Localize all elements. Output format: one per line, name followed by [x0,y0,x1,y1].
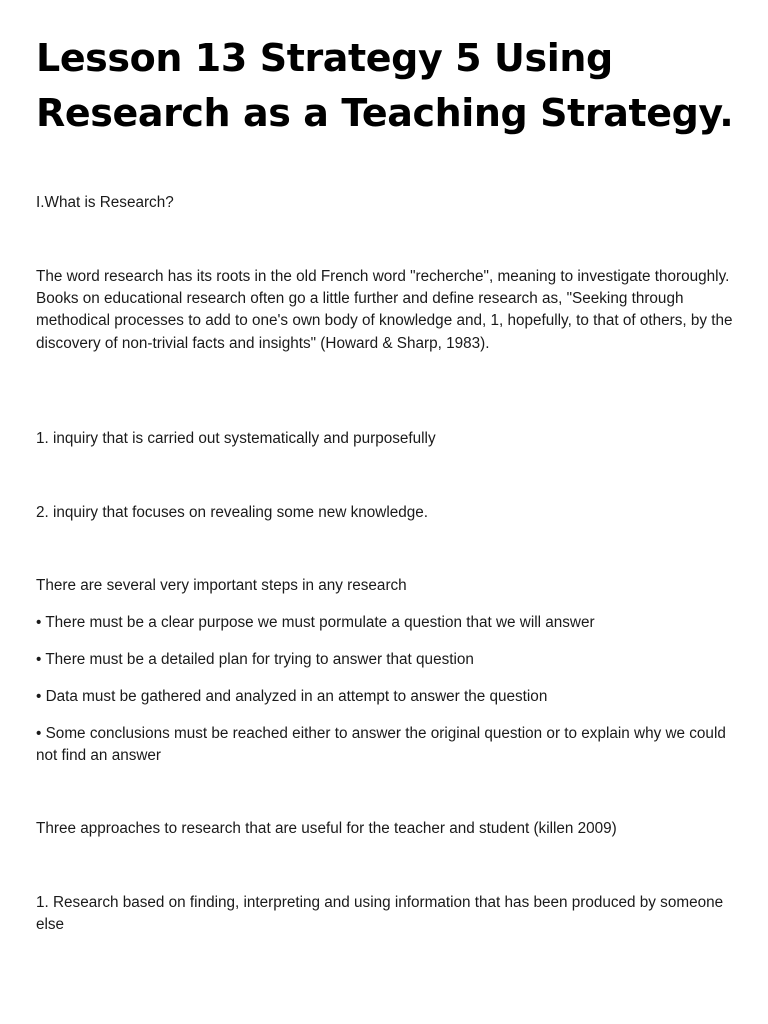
section-heading-what-is-research: I.What is Research? [36,194,174,211]
bullet-clear-purpose: • There must be a clear purpose we must pormulate a question that we will answer [36,614,595,631]
bullet-data-gathered: • Data must be gathered and analyzed in an attempt to answer the question [36,688,548,705]
steps-intro: There are several very important steps in any research [36,577,407,594]
list-item-inquiry-systematic: 1. inquiry that is carried out systematically and purposefully [36,430,436,447]
bullet-detailed-plan: • There must be a detailed plan for trying to answer that question [36,651,474,668]
definition-paragraph: The word research has its roots in the old French word "recherche", meaning to investigate thoroughly. Books on educational research often go a little further and define research as, "Seeking through methodical processes to add to one's own body of knowledge and, 1, hopefully, to that of others, by the discovery of non-trivial facts and insights" (Howard & Sharp, 1983). [36,268,733,352]
list-item-inquiry-new-knowledge: 2. inquiry that focuses on revealing some new knowledge. [36,504,428,521]
approach-item-1: 1. Research based on finding, interpreting and using information that has been produced by someone else [36,894,724,934]
lesson-title: Lesson 13 Strategy 5 Using Research as a Teaching Strategy. [36,36,734,135]
approaches-intro: Three approaches to research that are useful for the teacher and student (killen 2009) [36,820,617,837]
bullet-conclusions: • Some conclusions must be reached either to answer the original question or to explain why we could not find an answer [36,725,726,765]
